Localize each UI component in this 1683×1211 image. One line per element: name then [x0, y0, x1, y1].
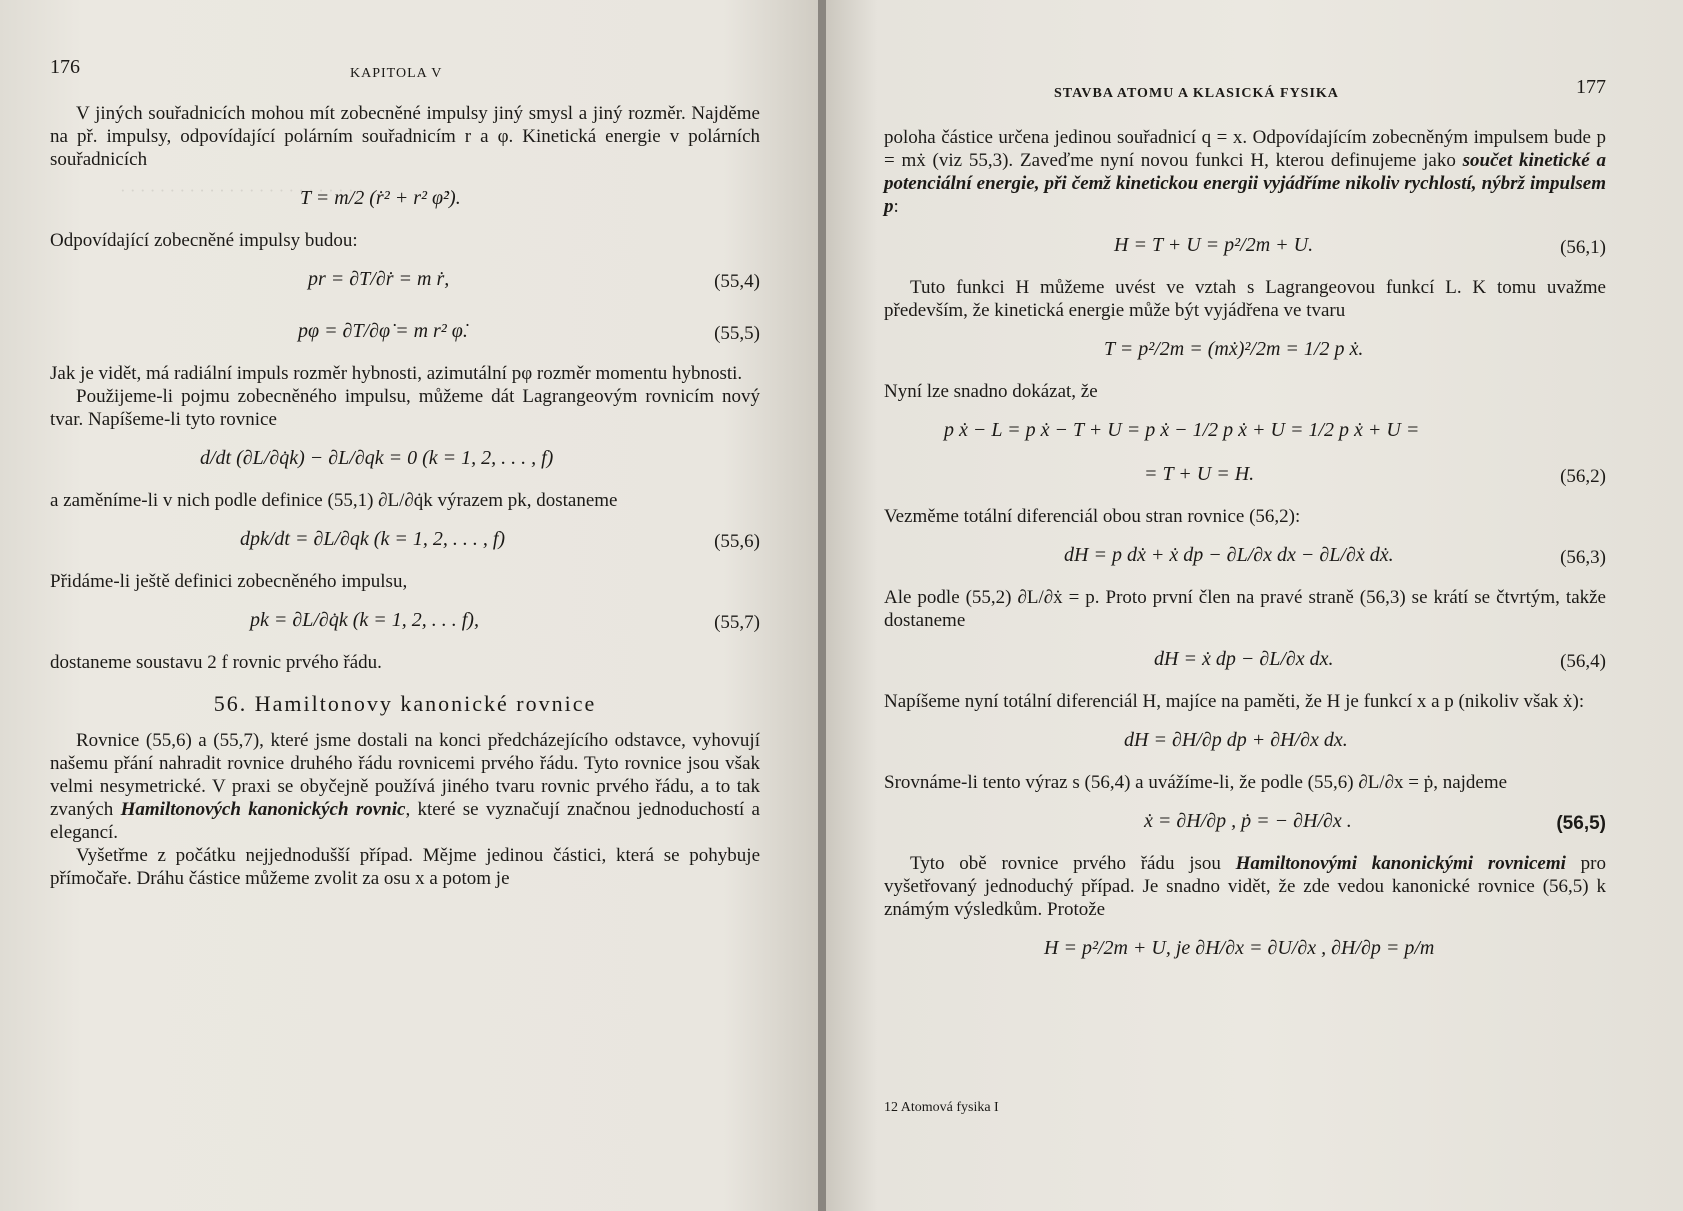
right-page-header	[884, 78, 1606, 106]
equation-expression: d/dt (∂L/∂q̇k) − ∂L/∂qk = 0 (k = 1, 2, . . . , f)	[200, 447, 554, 469]
paragraph: Přidáme-li ještě definici zobecněného impulsu,	[50, 571, 408, 592]
paragraph	[50, 729, 760, 844]
section-heading: 56. Hamiltonovy kanonické rovnice	[213, 691, 597, 716]
equation-number: (55,4)	[714, 271, 760, 292]
paragraph: Napíšeme nyní totální diferenciál H, majíce na paměti, že H je funkcí x a p (nikoliv však ẋ):	[884, 691, 1585, 712]
equation-expression: H = p²/2m + U, je ∂H/∂x = ∂U/∂x , ∂H/∂p = p/m	[1044, 937, 1435, 959]
paragraph: Jak je vidět, má radiální impuls rozměr hybnosti, azimutální pφ rozměr momentu hybnosti.	[50, 363, 743, 384]
emphasized-term: Hamiltonových kanonických rovnic	[120, 799, 406, 820]
paragraph: Ale podle (55,2) ∂L/∂ẋ = p. Proto první člen na pravé straně (56,3) se krátí se čtvrtým, takže dostaneme	[884, 587, 1606, 631]
equation-expression: p ẋ − L = p ẋ − T + U = p ẋ − 1/2 p ẋ + U = 1/2 p ẋ + U =	[944, 419, 1420, 441]
paragraph-text: pro vyšetřovaný jednoduchý případ. Je snadno vidět, že zde vedou kanonické rovnice (56,5) k známým výsledkům. Protože	[884, 853, 1606, 920]
paragraph-text: , které se vyznačují značnou jednoduchostí a elegancí.	[50, 799, 760, 843]
equation-expression: dpk/dt = ∂L/∂qk (k = 1, 2, . . . , f)	[240, 528, 506, 550]
equation	[50, 258, 760, 304]
left-page	[0, 0, 822, 1211]
running-head: KAPITOLA V	[350, 66, 443, 81]
equation	[884, 800, 1606, 846]
equation-number: (56,4)	[1560, 651, 1606, 672]
equation-expression: pφ = ∂T/∂φ̇ = m r² φ̇.	[298, 320, 468, 342]
equation	[884, 534, 1606, 580]
paragraph: dostaneme soustavu 2 f rovnic prvého řádu.	[50, 652, 382, 673]
equation-number: (56,3)	[1560, 547, 1606, 568]
equation	[884, 453, 1606, 499]
emphasized-term: Hamiltonovými kanonickými rovnicemi	[1235, 853, 1566, 874]
equation-expression: T = m/2 (ṙ² + r² φ̇²).	[300, 187, 461, 209]
equation-expression: dH = p dẋ + ẋ dp − ∂L/∂x dx − ∂L/∂ẋ dẋ.	[1064, 544, 1394, 566]
paragraph-text: poloha částice určena jedinou souřadnicí q = x. Odpovídajícím zobecněným impulsem bude p = mẋ (viz 55,3). Zaveďme nyní novou funkci H, kterou definujeme jako	[884, 127, 1606, 171]
bleed-through-text: · · · · · · · · · · · · · · · · · · · · · · · · ·	[120, 181, 364, 200]
emphasized-term: součet kinetické a potenciální energie, při čemž kinetickou energii vyjádříme nikoliv rychlostí, nýbrž impulsem p	[884, 150, 1606, 217]
equation-number: (55,7)	[714, 612, 760, 633]
equation-number: (56,5)	[1556, 813, 1606, 834]
paragraph: Tuto funkci H můžeme uvést ve vztah s Lagrangeovou funkcí L. K tomu uvažme především, že kinetická energie může být vyjádřena ve tvaru	[884, 277, 1606, 321]
right-page	[826, 0, 1683, 1211]
page-footer: 12 Atomová fysika I	[884, 1100, 999, 1115]
equation	[884, 409, 1606, 455]
equation	[50, 599, 760, 645]
equation-expression: T = p²/2m = (mẋ)²/2m = 1/2 p ẋ.	[1104, 338, 1364, 360]
equation-expression: = T + U = H.	[1144, 463, 1255, 485]
paragraph	[884, 852, 1606, 921]
paragraph: a zaměníme-li v nich podle definice (55,1) ∂L/∂q̇k výrazem pk, dostaneme	[50, 490, 618, 511]
equation-number: (56,2)	[1560, 466, 1606, 487]
equation-expression: H = T + U = p²/2m + U.	[1114, 234, 1314, 256]
paragraph: V jiných souřadnicích mohou mít zobecněné impulsy jiný smysl a jiný rozměr. Najděme na př. impulsy, odpovídající polárním souřadnicím r a φ. Kinetická energie v polárních souřadnicích	[50, 103, 760, 170]
equation	[884, 927, 1606, 973]
paragraph: Nyní lze snadno dokázat, že	[884, 381, 1098, 402]
paragraph: Vezměme totální diferenciál obou stran rovnice (56,2):	[884, 506, 1301, 527]
running-head: STAVBA ATOMU A KLASICKÁ FYSIKA	[1054, 86, 1339, 101]
equation-expression: pr = ∂T/∂ṙ = m ṙ,	[308, 268, 450, 290]
equation-number: (55,5)	[714, 323, 760, 344]
paragraph	[884, 126, 1606, 218]
equation	[884, 224, 1606, 270]
paragraph-text: Tyto obě rovnice prvého řádu jsou	[910, 853, 1236, 874]
equation	[50, 310, 760, 356]
equation-expression: ẋ = ∂H/∂p , ṗ = − ∂H/∂x .	[1144, 810, 1352, 832]
equation-expression: dH = ∂H/∂p dp + ∂H/∂x dx.	[1124, 729, 1348, 751]
equation-number: (55,6)	[714, 531, 760, 552]
equation	[50, 177, 760, 223]
paragraph: Odpovídající zobecněné impulsy budou:	[50, 230, 358, 251]
equation	[884, 638, 1606, 684]
equation-expression: dH = ẋ dp − ∂L/∂x dx.	[1154, 648, 1334, 670]
equation-number: (56,1)	[1560, 237, 1606, 258]
paragraph: Použijeme-li pojmu zobecněného impulsu, můžeme dát Lagrangeovým rovnicím nový tvar. Napíšeme-li tyto rovnice	[50, 386, 760, 430]
left-page-header	[50, 56, 760, 84]
equation	[884, 719, 1606, 765]
paragraph: Vyšetřme z počátku nejjednodušší případ. Mějme jedinou částici, která se pohybuje přímočaře. Dráhu částice můžeme zvolit za osu x a potom je	[50, 845, 760, 889]
paragraph-text: :	[893, 196, 899, 217]
paragraph-text: Rovnice (55,6) a (55,7), které jsme dostali na konci předcházejícího odstavce, vyhovují našemu přání nahradit rovnice druhého řádu rovnicemi prvého řádu. Tyto rovnice jsou však velmi nesymetrické. V praxi se obyčejně používá jiného tvaru rovnic prvého řádu, a to tak zvaných	[50, 730, 760, 820]
equation	[50, 437, 760, 483]
page-number: 176	[50, 56, 80, 78]
equation	[884, 328, 1606, 374]
page-number: 177	[1576, 76, 1606, 98]
equation	[50, 518, 760, 564]
equation-expression: pk = ∂L/∂q̇k (k = 1, 2, . . . f),	[250, 609, 479, 631]
paragraph: Srovnáme-li tento výraz s (56,4) a uvážíme-li, že podle (55,6) ∂L/∂x = ṗ, najdeme	[884, 772, 1508, 793]
